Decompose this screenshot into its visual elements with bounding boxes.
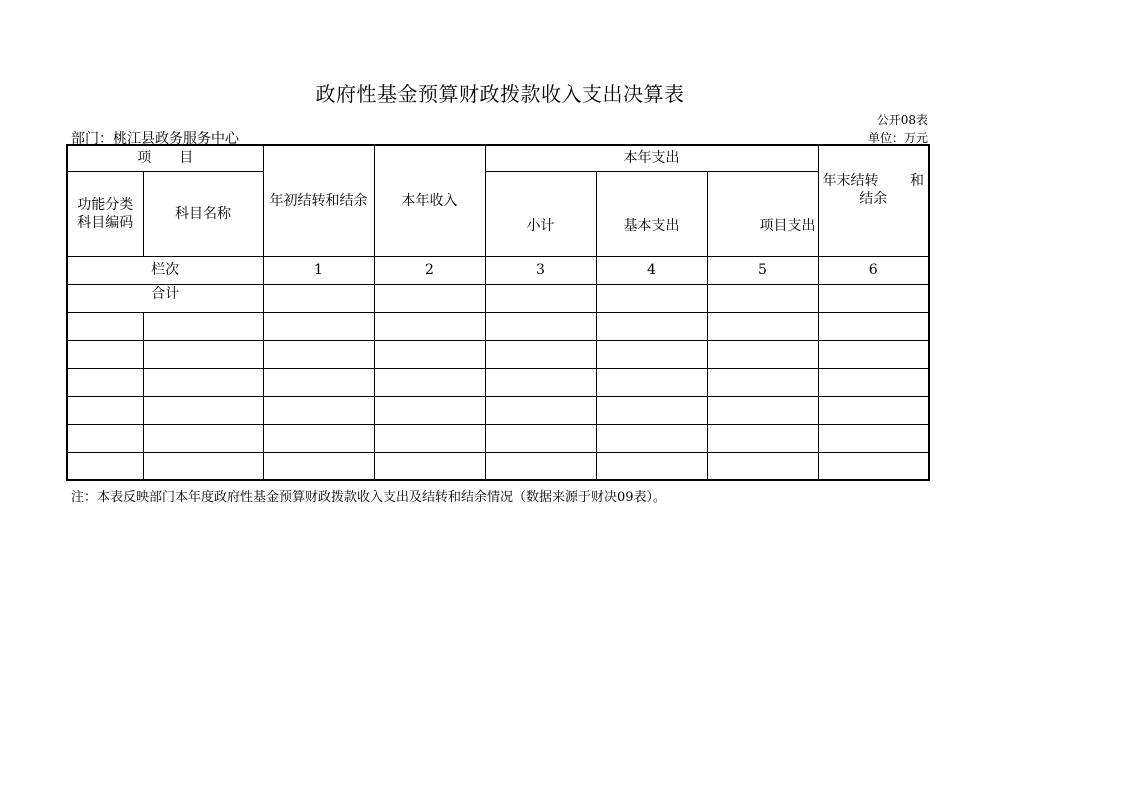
table-code: 公开08表 — [876, 113, 928, 127]
header-subject-name: 科目名称 — [143, 171, 263, 256]
header-ending-balance-line2: 结余 — [859, 190, 888, 207]
table-cell — [596, 452, 707, 480]
table-cell — [67, 424, 143, 452]
header-function-code-line2: 科目编码 — [77, 214, 134, 231]
table-cell — [143, 396, 263, 424]
table-cell — [818, 424, 929, 452]
index-cell: 5 — [707, 256, 818, 284]
table-cell — [263, 312, 374, 340]
header-current-expense: 本年支出 — [485, 145, 818, 171]
table-cell — [143, 340, 263, 368]
header-function-code-line1: 功能分类 — [77, 196, 134, 213]
table-cell — [596, 424, 707, 452]
table-cell — [818, 284, 929, 312]
index-cell: 4 — [596, 256, 707, 284]
header-item-group: 项 目 — [67, 145, 263, 171]
table-cell — [707, 340, 818, 368]
index-row-label: 栏次 — [67, 256, 263, 284]
table-cell — [485, 284, 596, 312]
header-current-income: 本年收入 — [374, 145, 485, 256]
table-cell — [707, 368, 818, 396]
table-cell — [707, 396, 818, 424]
table-cell — [374, 396, 485, 424]
table-cell — [263, 424, 374, 452]
unit-label: 单位：万元 — [867, 131, 928, 145]
table-cell — [707, 284, 818, 312]
table-cell — [263, 452, 374, 480]
table-row — [67, 424, 929, 452]
table-cell — [818, 452, 929, 480]
header-ending-balance-part2: 和 — [910, 172, 924, 189]
table-cell — [707, 452, 818, 480]
table-cell — [707, 424, 818, 452]
table-cell — [596, 312, 707, 340]
budget-table — [66, 144, 930, 481]
table-cell — [67, 396, 143, 424]
table-cell — [374, 340, 485, 368]
table-cell — [596, 284, 707, 312]
table-cell — [374, 312, 485, 340]
index-cell: 6 — [818, 256, 929, 284]
table-cell — [596, 396, 707, 424]
table-row — [67, 396, 929, 424]
table-row — [67, 312, 929, 340]
table-cell — [67, 312, 143, 340]
header-row-2 — [67, 171, 929, 256]
table-cell — [818, 312, 929, 340]
table-cell — [374, 284, 485, 312]
header-ending-balance — [818, 145, 929, 256]
table-cell — [485, 452, 596, 480]
table-cell — [596, 368, 707, 396]
footer-note: 注：本表反映部门本年度政府性基金预算财政拨款收入支出及结转和结余情况（数据来源于财决09表）。 — [71, 490, 667, 505]
table-row — [67, 340, 929, 368]
table-cell — [67, 340, 143, 368]
table-cell — [485, 312, 596, 340]
index-row — [67, 256, 929, 284]
table-row — [67, 368, 929, 396]
table-cell — [263, 284, 374, 312]
header-row-1 — [67, 145, 929, 171]
table-cell — [485, 424, 596, 452]
table-cell — [67, 368, 143, 396]
index-cell: 3 — [485, 256, 596, 284]
table-cell — [143, 368, 263, 396]
table-cell — [263, 368, 374, 396]
report-title: 政府性基金预算财政拨款收入支出决算表 — [315, 82, 685, 106]
table-cell — [374, 368, 485, 396]
header-basic-expense: 基本支出 — [596, 171, 707, 256]
table-cell — [143, 424, 263, 452]
table-cell — [143, 312, 263, 340]
table-cell — [263, 340, 374, 368]
table-row — [67, 452, 929, 480]
table-cell — [707, 312, 818, 340]
header-ending-balance-part1: 年末结转 — [822, 172, 879, 189]
index-cell: 2 — [374, 256, 485, 284]
table-cell — [143, 452, 263, 480]
index-cell: 1 — [263, 256, 374, 284]
table-cell — [374, 452, 485, 480]
table-cell — [818, 340, 929, 368]
total-row — [67, 284, 929, 312]
header-beginning-balance: 年初结转和结余 — [263, 145, 374, 256]
table-cell — [263, 396, 374, 424]
header-subtotal: 小计 — [485, 171, 596, 256]
table-cell — [374, 424, 485, 452]
department-label: 部门：桃江县政务服务中心 — [71, 131, 239, 147]
table-cell — [485, 368, 596, 396]
table-cell — [67, 452, 143, 480]
total-row-label: 合计 — [67, 284, 263, 312]
header-project-expense: 项目支出 — [707, 171, 818, 256]
table-cell — [818, 396, 929, 424]
table-cell — [485, 396, 596, 424]
header-function-code — [67, 171, 143, 256]
table-cell — [818, 368, 929, 396]
table-cell — [485, 340, 596, 368]
table-cell — [596, 340, 707, 368]
